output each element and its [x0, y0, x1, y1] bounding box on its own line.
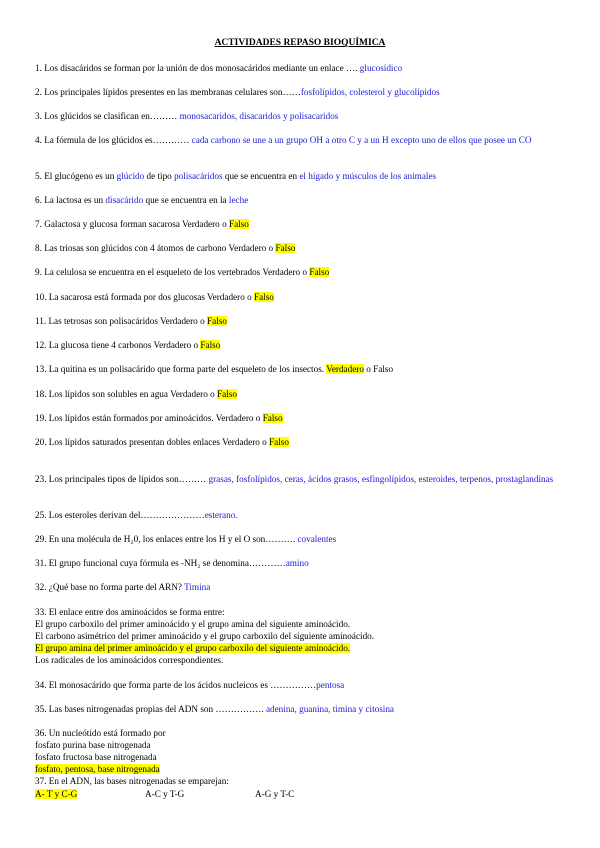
answer-highlight: Falso: [253, 292, 274, 302]
option-4: [35, 654, 570, 666]
question-text: 1. Los disacáridos se forman por la unión de dos monosacáridos mediante un enlace ….: [35, 63, 360, 73]
question-33-stem: [35, 606, 570, 618]
option-1: [35, 739, 570, 751]
question-text: que se encuentra en la: [143, 195, 229, 205]
answer: esterano.: [204, 510, 238, 520]
question-text: de tipo: [144, 171, 175, 181]
question-23: [35, 473, 570, 485]
question-29: [35, 533, 570, 545]
answer: el hígado y músculos de los animales: [299, 171, 437, 181]
question-25: [35, 509, 570, 521]
question-text: que se encuentra en: [222, 171, 300, 181]
question-1: [35, 62, 570, 74]
answer-highlight: Falso: [200, 340, 221, 350]
answer: glúcido: [116, 171, 145, 181]
question-text: 33. El enlace entre dos aminoácidos se forma entre:: [35, 607, 225, 617]
question-11: [35, 315, 570, 327]
question-text: 11. Las tetrosas son polisacáridos Verdadero o: [35, 316, 207, 326]
option-2: [35, 630, 570, 642]
question-text: 10. La sacarosa está formada por dos glucosas Verdadero o: [35, 292, 254, 302]
question-text: 19. Los lípidos están formados por aminoácidos. Verdadero o: [35, 413, 263, 423]
answer-highlight: El grupo amina del primer aminoácido y el grupo carboxilo del siguiente aminoácido.: [35, 643, 351, 653]
question-2: [35, 86, 570, 98]
option-text: fosfato fructosa base nitrogenada: [35, 752, 157, 762]
question-text: 29. En una molécula de H₂0, los enlaces entre los H y el O son……….: [35, 534, 298, 544]
answer: pentosa: [316, 680, 345, 690]
answer-highlight: Falso: [262, 413, 283, 423]
option-text: Los radicales de los aminoácidos correspondientes.: [35, 655, 224, 665]
answer-highlight: A- T y C-G: [35, 789, 78, 799]
question-text: 23. Los principales tipos de lípidos son………: [35, 474, 209, 484]
question-9: [35, 266, 570, 278]
option-text: fosfato purina base nitrogenada: [35, 740, 151, 750]
option-1-correct: [35, 788, 145, 800]
answer-highlight: Falso: [217, 389, 237, 399]
answer-highlight: Verdadero: [326, 364, 364, 374]
question-text: 36. Un nucleótido está formado por: [35, 728, 166, 738]
question-20: [35, 436, 570, 448]
question-4: [35, 134, 570, 146]
question-31: [35, 557, 570, 569]
answer: monosacaridos, disacaridos y polisacaridos: [179, 111, 339, 121]
question-text: o Falso: [363, 364, 394, 374]
question-7: [35, 218, 570, 230]
document-title: ACTIVIDADES REPASO BIOQUÍMICA: [214, 38, 386, 48]
question-3: [35, 110, 570, 122]
question-13: [35, 363, 570, 375]
answer: leche: [228, 195, 249, 205]
option-3-correct: [35, 763, 570, 775]
question-37-stem: [35, 775, 570, 787]
question-18: [35, 388, 570, 400]
question-6: [35, 194, 570, 206]
answer: fosfolípidos, colesterol y glucolípidos: [300, 87, 440, 97]
question-text: 4. La fórmula de los glúcidos es…………: [35, 135, 192, 145]
answer: adenina, guanina, timina y citosina: [265, 704, 395, 714]
answer-highlight: Falso: [309, 267, 330, 277]
answer: cada carbono se une a un grupo OH a otro C y a un H excepto uno de ellos que posee un CO: [191, 135, 532, 145]
question-text: 37. En el ADN, las bases nitrogenadas se emparejan:: [35, 776, 229, 786]
option-3: A-G y T-C: [255, 789, 295, 799]
answer: covalentes: [297, 534, 337, 544]
option-text: El carbono asimétrico del primer aminoácido y el grupo carboxilo del siguiente aminoácido.: [35, 631, 375, 641]
answer: disacárido: [105, 195, 144, 205]
answer-highlight: Falso: [206, 316, 227, 326]
question-19: [35, 412, 570, 424]
option-2: [35, 751, 570, 763]
answer-highlight: Falso: [275, 243, 296, 253]
question-text: 3. Los glúcidos se clasifican en………: [35, 111, 180, 121]
question-text: 25. Los esteroles derivan del…………………: [35, 510, 205, 520]
question-text: 13. La quitina es un polisacárido que forma parte del esqueleto de los insectos.: [35, 364, 327, 374]
question-text: 18. Los lípidos son solubles en agua Verdadero o: [35, 389, 218, 399]
question-text: 34. El monosacárido que forma parte de los ácidos nucleicos es ……………: [35, 680, 317, 690]
answer: glucosídico: [359, 63, 403, 73]
question-10: [35, 291, 570, 303]
option-2: A-C y T-G: [145, 789, 185, 799]
question-36-stem: [35, 727, 570, 739]
answer: polisacáridos: [174, 171, 223, 181]
answer: Timina: [184, 582, 211, 592]
option-text: El grupo carboxilo del primer aminoácido y el grupo amina del siguiente aminoácido.: [35, 619, 351, 629]
question-35: [35, 703, 570, 715]
option-3-correct: [35, 642, 570, 654]
question-text: 5. El glucógeno es un: [35, 171, 117, 181]
question-text: 12. La glucosa tiene 4 carbonos Verdadero o: [35, 340, 201, 350]
question-text: 20. Los lípidos saturados presentan dobles enlaces Verdadero o: [35, 437, 270, 447]
answer: grasas, fosfolípidos, ceras, ácidos grasos, esfingolípidos, esteroides, terpenos, prostaglandinas: [208, 474, 554, 484]
question-text: 9. La celulosa se encuentra en el esqueleto de los vertebrados Verdadero o: [35, 267, 310, 277]
question-text: 7. Galactosa y glucosa forman sacarosa Verdadero o: [35, 219, 229, 229]
question-text: 2. Los principales lípidos presentes en las membranas celulares son……: [35, 87, 301, 97]
question-8: [35, 242, 570, 254]
question-text: 31. El grupo funcional cuya fórmula es -NH₂ se denomina…………: [35, 558, 286, 568]
answer: amino: [285, 558, 309, 568]
answer-highlight: Falso: [228, 219, 249, 229]
answer-highlight: fosfato, pentosa, base nitrogenada: [35, 764, 160, 774]
question-12: [35, 339, 570, 351]
question-text: 6. La lactosa es un: [35, 195, 106, 205]
question-text: 32. ¿Qué base no forma parte del ARN?: [35, 582, 185, 592]
question-text: 35. Las bases nitrogenadas propias del ADN son …………….: [35, 704, 266, 714]
question-34: [35, 679, 570, 691]
option-1: [35, 618, 570, 630]
answer-highlight: Falso: [269, 437, 289, 447]
question-5: [35, 170, 570, 182]
question-32: [35, 581, 570, 593]
question-text: 8. Las triosas son glúcidos con 4 átomos de carbono Verdadero o: [35, 243, 276, 253]
question-37-options: [35, 788, 570, 800]
